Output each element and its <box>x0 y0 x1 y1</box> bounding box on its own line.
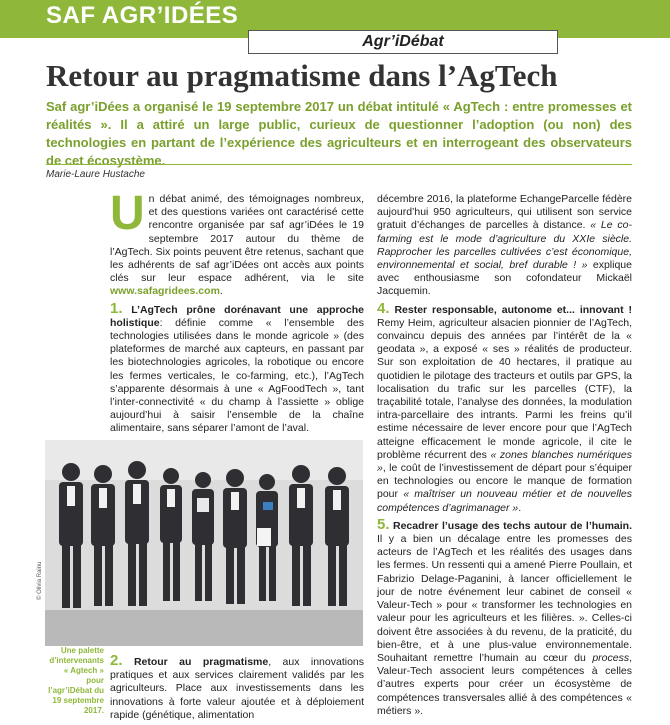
point-text: décembre 2016, la plateforme EchangeParcelle fédère aujourd’hui 950 agriculteurs, qui utilisent son service gratuit d’échanges de parcelles à distance. <box>377 193 632 232</box>
point-lead: L’AgTech prône dorénavant une approche holistique <box>110 303 364 329</box>
point-text: : définie comme « l’ensemble des technologies utilisées dans le monde agricole » (des plateformes de marché aux capteurs, en passant par les biotechnologies agricoles, la robotique ou encore les fermes verticales, le co-farming, etc.), l’AgTech s’apparente désormais à une « AgFoodTech », tant l’inter-connectivité « du champ à l’assiette » oblige aujourd’hui à saisir l’ensemble de la chaîne alimentaire, sans séparer l’amont de l’aval. <box>110 316 364 435</box>
quote-text: « zones blanches numériques » <box>377 448 632 475</box>
point-lead: Rester responsable, autonome et... innovant ! <box>394 303 632 316</box>
point-number: 1. <box>110 299 123 317</box>
rubric-tag: Agr’iDébat <box>248 30 558 54</box>
point-lead: Recadrer l’usage des techs autour de l’humain. <box>392 519 632 532</box>
point-text: , Valeur-Tech associent leurs compétences à celles d’autres experts pour créer un écosystème de compétences transversales allié à des compétences « métiers ». <box>377 651 632 717</box>
photo-caption: Une palette d’intervenants « Agtech » pour l’agr’iDébat du 19 septembre 2017. <box>48 646 104 715</box>
point-lead: Retour au pragmatisme <box>133 656 269 668</box>
point-1 <box>110 299 364 436</box>
drop-cap: U <box>110 187 145 240</box>
point-3-continued <box>377 193 632 299</box>
intro-text: n débat animé, des témoignages nombreux, et des questions variées ont caractérisé cette rencontre organisée par saf agr’iDées le 19 septembre 2017 autour du thème de l’AgTech. Six points peuvent être retenus, sachant que les adhérents de saf agr’iDées ont accès aux points clés sur leur espace adhérent, via le site <box>110 193 364 285</box>
column-1 <box>110 187 364 439</box>
quote-text: « maîtriser un nouveau métier et de nouvelles compétences d’agrimanager » <box>377 488 632 514</box>
byline: Marie-Laure Hustache <box>46 169 145 180</box>
point-text: Remy Heim, agriculteur alsacien pionnier de l’AgTech, convaincu depuis des années par l’intérêt de la « geodata », a exposé « ses » réalités de producteur. Sur son exploitation de 40 hectares, il pratique au quotidien le pilotage des tracteurs et outils par GPS, la localisation du trafic sur les parcelles (CTF), la traçabilité totale, l’analyse des données, la modulation intra-parcellaire des intrants. Parmi les freins qu’il estime nécessaire de lever encore pour que l’AgTech atteigne efficacement le monde agricole, il cite le problème récurrent des <box>377 316 632 461</box>
quote-text: « Le co-farming est le mode d’agriculture du XXIe siècle. Rapprocher les parcelles cultivées c’est économique, environnemental et social, bref durable ! » <box>377 219 632 272</box>
point-number: 5. <box>377 515 390 533</box>
article-lede: Saf agr’iDées a organisé le 19 septembre 2017 un débat intitulé « AgTech : entre promesses et réalités ». Il a attiré un large public, curieux de questionner l’adoption (ou non) des technologies en partant de l’expérience des agriculteurs et en interrogeant des observateurs de cet écosystème. <box>46 99 632 168</box>
event-photo <box>45 440 363 646</box>
point-text: , aux innovations pratiques et aux services clairement validés par les agriculteurs. Place aux investissements dans les innovations à forte valeur ajoutée et à déploiement rapide (génétique, alimentation <box>110 656 365 721</box>
speakers-photo-illustration <box>45 440 363 646</box>
point-end: . <box>518 501 522 514</box>
section-title: SAF AGR’IDÉES <box>46 2 239 29</box>
point-4 <box>377 299 632 515</box>
column-2 <box>377 193 632 721</box>
point-text: , le coût de l’investissement de départ pour s’équiper en technologies ou encore le manque de formation pour <box>377 462 632 501</box>
point-5 <box>377 515 632 718</box>
point-2 <box>110 654 364 722</box>
website-link[interactable]: www.safagridees.com <box>110 285 220 298</box>
point-text: Il y a bien un décalage entre les promesses des acteurs de l’AgTech et les réalités des usages dans les fermes. Un ressenti qui a amené Pierre Poullain, et Fabrizio Delage-Paganini, à lancer officiellement le jour de notre événement leur cabinet de conseil « Valeur-Tech » pour « transformer les technologies en valeur pour les agriculteurs et les filières. ». Celles-ci doivent être associées à du revenu, de la praticité, du bien-être, et à une plus-value environnementale. Souhaitant remettre l’humain au cœur du <box>377 533 632 664</box>
point-number: 4. <box>377 299 390 317</box>
point-number: 2. <box>110 652 123 669</box>
point-text: explique avec enthousiasme son cofondateur Mickaël Jacquemin. <box>377 259 632 298</box>
italic-word: process <box>592 651 630 664</box>
column-1-continued <box>110 654 364 725</box>
article-title: Retour au pragmatisme dans l’AgTech <box>46 58 558 93</box>
divider <box>46 164 632 165</box>
intro-paragraph: Un débat animé, des témoignages nombreux, et des questions variées ont caractérisé cette rencontre organisée par saf agr’iDées le 19 septembre 2017 autour du thème de l’AgTech. Six points peuvent être retenus, sachant que les adhérents de saf agr’iDées ont accès aux points clés sur leur espace adhérent, via le site www.safagridees.com. <box>110 187 364 298</box>
photo-credit: © Olivia Rainu <box>37 561 43 600</box>
